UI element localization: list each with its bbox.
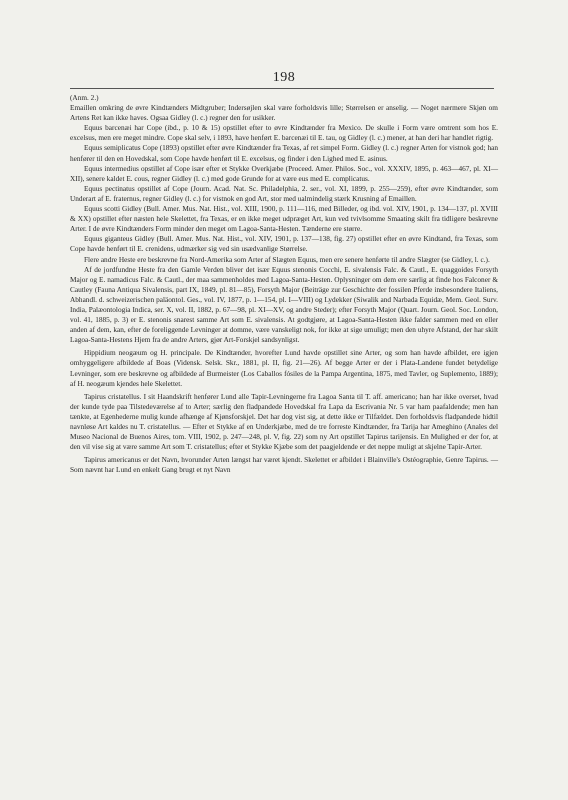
paragraph: Equus semiplicatus Cope (1893) opstillet efter øvre Kindtænder fra Texas, af ret simpel Form. Gidley (l. c.) regner Arten for vistnok god; han henfører til den en Hovedskal, som Cope havde henført til E. excelsus, og finder i den Lighed med E. asinus. — [70, 143, 498, 163]
body-text — [70, 93, 498, 475]
paragraph: Tapirus cristatellus. I sit Haandskrift henfører Lund alle Tapir-Levningerne fra Lagoa Santa til T. aff. americano; han har ikke overset, hvad der kunde tyde paa Tilstedeværelse af to Arter; særlig den fladpandede Hovedskal fra Lapa da Escrivania Nr. 5 var ham paafaldende; men han tænkte, at Egenhederne mulig kunde afhænge af Kjønsforskjel. Det har dog vist sig, at dette ikke er Tilfældet. Den forholdsvis fladpandede hidtil navnløse Art kaldes nu T. cristatellus. — Efter et Stykke af en Underkjæbe, med de tre forreste Kindtænder, fra Tarija har Ameghino (Anales del Museo Nacional de Buenos Aires, tom. VIII, 1902, p. 247—248, pl. V, fig. 22) som ny Art opstillet Tapirus tarijensis. En Mulighed er der for, at den vil vise sig at være samme Art som T. cristatellus; efter et Stykke Kjæbe som det paagjeldende er det neppe muligt at skjelne Tapir-Arter. — [70, 391, 498, 452]
paragraph-anm: (Anm. 2.) — [70, 93, 99, 102]
paragraph: Equus scotti Gidley (Bull. Amer. Mus. Nat. Hist., vol. XIII, 1900, p. 111—116, med Billeder, og ibd. vol. XIV, 1901, p. 134—137, pl. XVIII & XX) opstillet efter næsten hele Skelettet, fra Texas, er en ikke meget udpræget Art, kun ved tvivlsomme Smaating skilt fra tidligere beskrevne Arter. I de øvre Kindtænders Form minder den meget om Lagoa-Santa-Hesten. Tænderne ere større. — [70, 204, 498, 234]
paragraph: Equus intermedius opstillet af Cope især efter et Stykke Overkjæbe (Proceed. Amer. Philos. Soc., vol. XXXIV, 1895, p. 463—467, pl. XI—XII), senere kaldet E. cous, regner Gidley (l. c.) med gode Grunde for at være eus med E. complicatus. — [70, 163, 498, 183]
paragraph: Equus barcenæi har Cope (ibd., p. 10 & 15) opstillet efter to øvre Kindtænder fra Mexico. De skulle i Form være omtrent som hos E. excelsus, men ere meget mindre. Cope skal selv, i 1893, have henført E. barcenæi til E. tau, og Gidley (l. c.) mener, at han deri har handlet rigtig. — [70, 123, 498, 143]
paragraph: Emaillen omkring de øvre Kindtænders Midtgruber; Indersøjlen skal være forholdsvis lille; Størrelsen er anselig. — Noget nærmere Skjøn om Artens Ret kan ikke haves. Ogsaa Gidley (l. c.) regner den for usikker. — [70, 103, 498, 123]
paragraph: Af de jordfundne Heste fra den Gamle Verden bliver det især Equus stenonis Cocchi, E. sivalensis Falc. & Cautl., E. quaggoides Forsyth Major og E. namadicus Falc. & Cautl., der maa sammenholdes med Lagoa-Santa-Hesten. Oplysninger om dem ere særlig at finde hos Falconer & Cautley (Fauna Antiqua Sivalensis, part IX, 1849, pl. 81—85), Forsyth Major (Beiträge zur Geschichte der fossilen Pferde insbesondere Italiens, Abhandl. d. schweizerischen paläontol. Ges., vol. IV, 1877, p. 1—154, pl. I—VIII) og Lydekker (Siwalik and Narbada Equidæ, Mem. Geol. Surv. India, Palæontologia Indica, ser. X, vol. II, 1882, p. 67—98, pl. XI—XV, og andre Steder); efter Forsyth Major (Quart. Journ. Geol. Soc. London, vol. 41, 1885, p. 3) er E. stenonis snarest samme Art som E. sivalensis. At godtgjøre, at Lagoa-Santa-Hesten ikke falder sammen med en eller anden af dem, kan, efter de foreliggende Levninger at domme, være vanskeligt nok, for ikke at sige umuligt; men den uhyre Afstand, der har skilt Lagoa-Santa-Hestens Hjem fra de andre Arters, gjør Art-Forskjel sandsynligst. — [70, 264, 498, 345]
paragraph: Tapirus americanus er det Navn, hvorunder Arten længst har været kjendt. Skelettet er afbildet i Blainville's Ostéographie, Genre Tapirus. — Som nævnt har Lund en enkelt Gang brugt et nyt Navn — [70, 455, 498, 475]
paragraph: Equus giganteus Gidley (Bull. Amer. Mus. Nat. Hist., vol. XIV, 1901, p. 137—138, fig. 27) opstillet efter en øvre Kindtand, fra Texas, som Cope havde henført til E. crenidens, udmærker sig ved sin usædvanlige Størrelse. — [70, 234, 498, 254]
paragraph: Hippidium neogæum og H. principale. De Kindtænder, hvorefter Lund havde opstillet sine Arter, og som han havde afbildet, ere igjen omhyggeligere afbildede af Boas (Vidensk. Selsk. Skr., 1881, pl. II, fig. 21—26). Af begge Arter er der i Plata-Landene fundet betydelige Levninger, som ere beskrevne og afbildede af Burmeister (Los Caballos fósiles de la Pampa Argentina, 1875, med Tavler, og Suplemento, 1889); af H. neogæum kjendes hele Skelettet. — [70, 348, 498, 388]
paragraph: Flere andre Heste ere beskrevne fra Nord-Amerika som Arter af Slægten Equus, men ere senere henførte til andre Slægter (se Gidley, l. c.). — [84, 254, 490, 264]
page-number: 198 — [272, 70, 296, 85]
header-rule — [70, 88, 494, 89]
paragraph: Equus pectinatus opstillet af Cope (Journ. Acad. Nat. Sc. Philadelphia, 2. ser., vol. XI, 1899, p. 255—259), efter øvre Kindtænder, som Underart af E. fraternus, regner Gidley (l. c.) for vistnok en god Art, stor med ualmindelig stærk Krusning af Emaillen. — [70, 183, 498, 203]
